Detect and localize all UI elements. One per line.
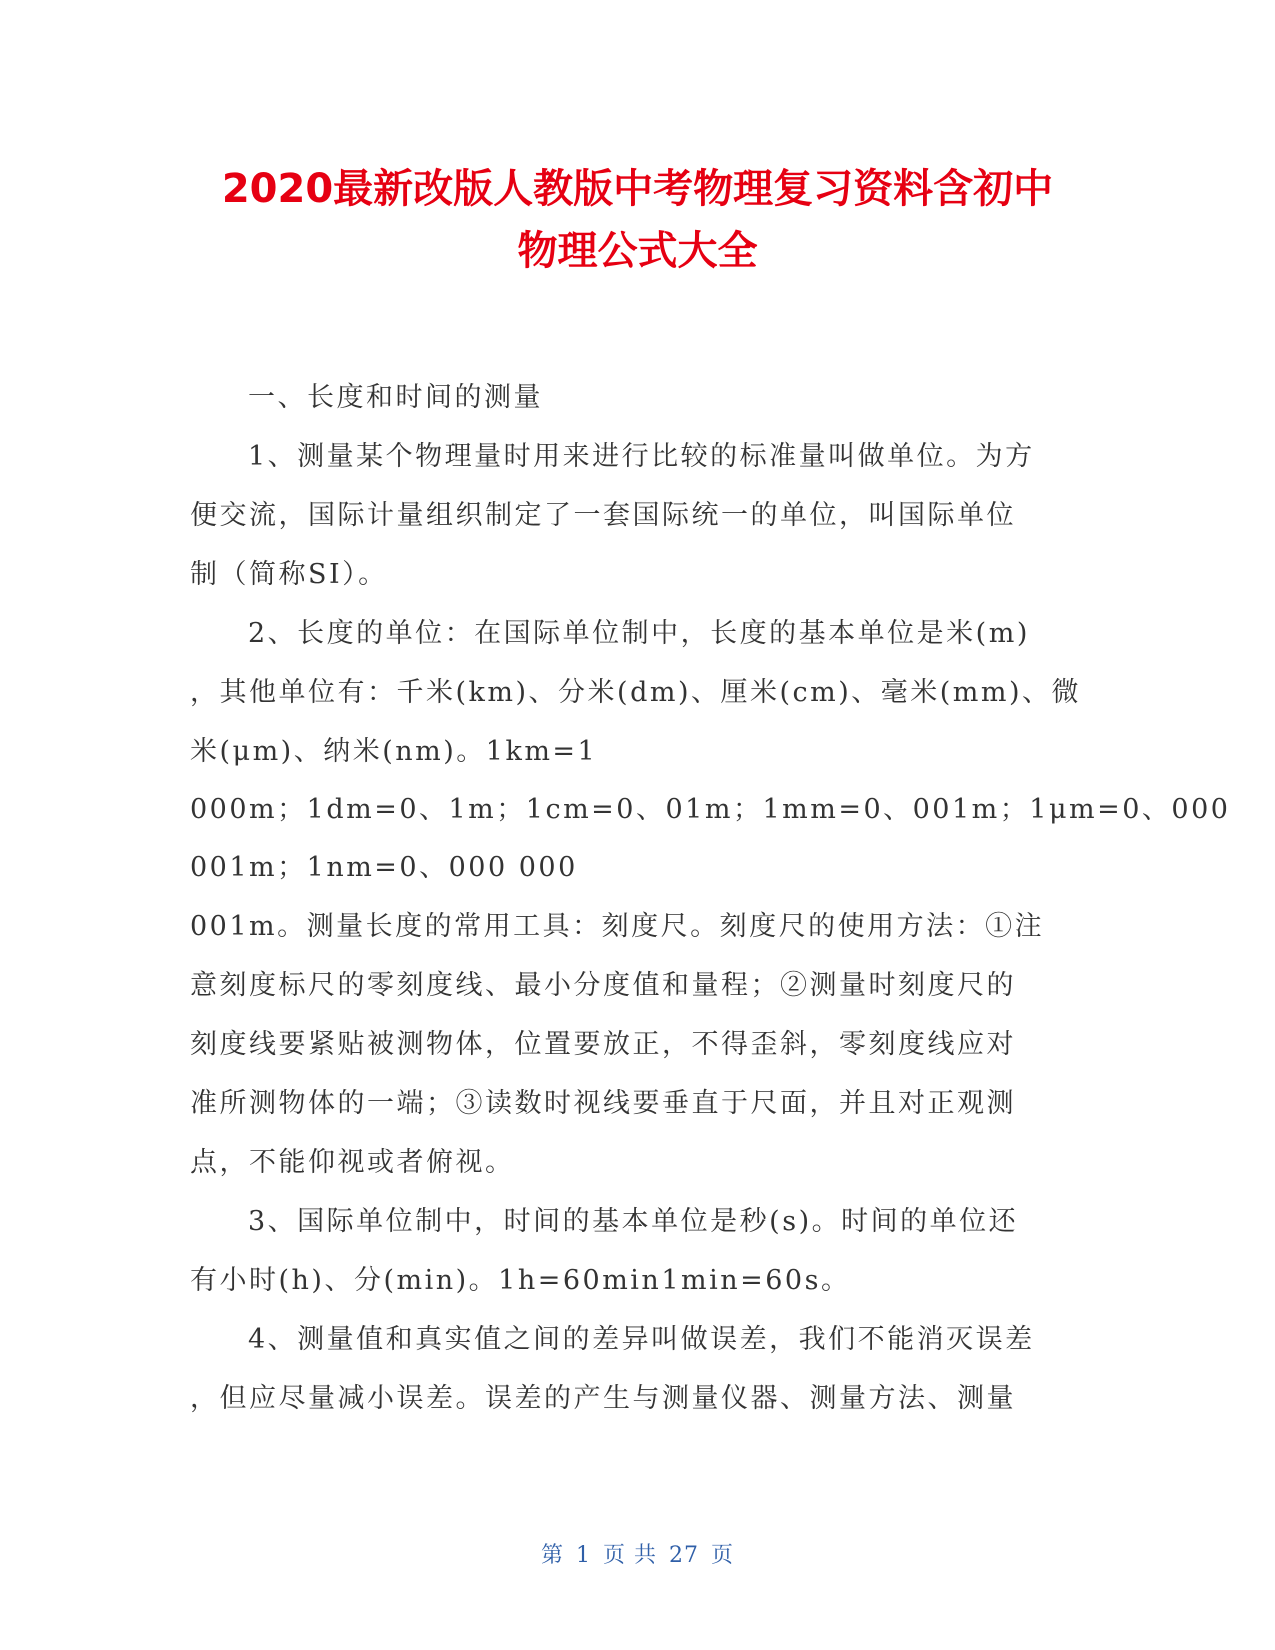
paragraph-line: 001m；1nm=0、000 000 [190,852,578,883]
title-line-2: 物理公式大全 [517,228,758,274]
paragraph-line: 3、国际单位制中，时间的基本单位是秒(s)。时间的单位还 [248,1206,1019,1237]
paragraph-line: 1、测量某个物理量时用来进行比较的标准量叫做单位。为方 [248,441,1035,472]
footer-middle: 页 共 [603,1543,657,1568]
paragraph-line: 有小时(h)、分(min)。1h=60min1min=60s。 [190,1265,851,1296]
paragraph-line: 制（简称SI）。 [190,559,388,590]
footer-total-pages: 27 [669,1543,699,1568]
page-footer [0,1538,1275,1569]
paragraph-line: 000m；1dm=0、1m；1cm=0、01m；1mm=0、001m；1μm=0、000 [190,794,1231,825]
document-title [150,158,1125,282]
paragraph-line: 米(μm)、纳米(nm)。1km=1 [190,736,598,767]
title-line-1: 2020最新改版人教版中考物理复习资料含初中 [221,166,1054,212]
paragraph-line: 点，不能仰视或者俯视。 [190,1147,515,1178]
paragraph-line: 4、测量值和真实值之间的差异叫做误差，我们不能消灭误差 [248,1324,1035,1355]
footer-current-page: 1 [576,1543,591,1568]
paragraph-line: 准所测物体的一端；③读数时视线要垂直于尺面，并且对正观测 [190,1088,1016,1119]
paragraph-line: 便交流，国际计量组织制定了一套国际统一的单位，叫国际单位 [190,500,1016,531]
paragraph-line: 2、长度的单位：在国际单位制中，长度的基本单位是米(m) [248,618,1030,649]
paragraph-line: ，其他单位有：千米(km)、分米(dm)、厘米(cm)、毫米(mm)、微 [190,677,1082,708]
paragraph-line: ，但应尽量减小误差。误差的产生与测量仪器、测量方法、测量 [190,1383,1016,1414]
footer-suffix: 页 [711,1543,735,1568]
paragraph-line: 意刻度标尺的零刻度线、最小分度值和量程；②测量时刻度尺的 [190,970,1016,1001]
document-body [190,368,1231,1428]
section-heading: 一、长度和时间的测量 [248,382,543,413]
paragraph-line: 001m。测量长度的常用工具：刻度尺。刻度尺的使用方法：①注 [190,911,1045,942]
footer-prefix: 第 [540,1543,564,1568]
paragraph-line: 刻度线要紧贴被测物体，位置要放正，不得歪斜，零刻度线应对 [190,1029,1016,1060]
